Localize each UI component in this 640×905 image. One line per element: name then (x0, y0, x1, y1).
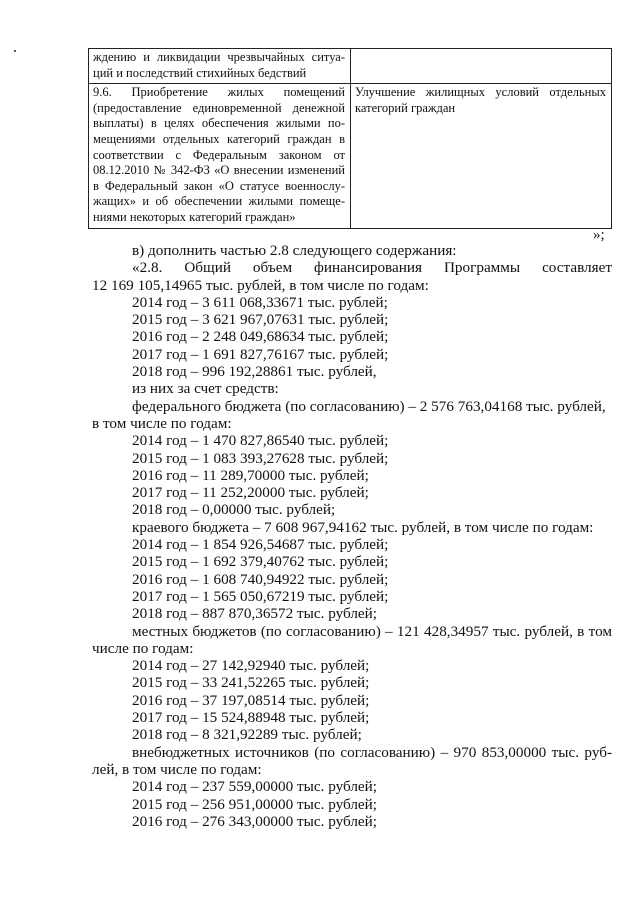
cell-line: мещениями отдельных категорий граждан в (93, 131, 345, 146)
year-line: 2014 год – 1 470 827,86540 тыс. рублей; (132, 432, 389, 450)
year-line: 2018 год – 8 321,92289 тыс. рублей; (132, 726, 362, 744)
intro-line: в) дополнить частью 2.8 следующего содержания: (132, 242, 457, 259)
local-line: числе по годам: (92, 639, 194, 657)
cell-line: соответствии с Федеральным законом от (93, 147, 345, 162)
cell-line: ниями некоторых категорий граждан» (93, 209, 296, 224)
local-line: местных бюджетов (по согласованию) – 121 428,34957 тыс. рублей, в том (132, 622, 612, 640)
year-line: 2015 год – 33 241,52265 тыс. рублей; (132, 674, 370, 692)
paragraph-2-8-line: 12 169 105,14965 тыс. рублей, в том числе по годам: (92, 276, 429, 294)
year-line: 2016 год – 2 248 049,68634 тыс. рублей; (132, 328, 389, 346)
amendment-text (92, 242, 612, 830)
table-cell-result (351, 49, 612, 84)
table-cell-result (351, 84, 612, 228)
federal-line: в том числе по годам: (92, 414, 232, 432)
measures-table (88, 48, 612, 229)
cell-line: ций и последствий стихийных бедствий (93, 65, 307, 80)
cell-line: 08.12.2010 № 342-ФЗ «О внесении изменений (93, 163, 345, 178)
year-line: 2015 год – 1 692 379,40762 тыс. рублей; (132, 553, 389, 571)
table-row (89, 84, 612, 228)
year-line: 2016 год – 276 343,00000 тыс. рублей; (132, 812, 377, 830)
table-row (89, 49, 612, 84)
cell-line: выплаты) в целях обеспечения жилыми по- (93, 116, 345, 131)
year-line: 2015 год – 1 083 393,27628 тыс. рублей; (132, 449, 389, 467)
year-line: 2014 год – 27 142,92940 тыс. рублей; (132, 657, 370, 675)
cell-line: (предоставление единовременной денежной (93, 100, 345, 115)
year-line: 2017 год – 1 565 050,67219 тыс. рублей; (132, 587, 389, 605)
cell-line: 9.6. Приобретение жилых помещений (93, 85, 345, 100)
federal-line: федерального бюджета (по согласованию) – 2 576 763,04168 тыс. рублей, (132, 397, 606, 415)
year-line: 2014 год – 3 611 068,33671 тыс. рублей; (132, 293, 388, 311)
cell-line: в Федеральный закон «О статусе военнослу- (93, 178, 345, 193)
year-line: 2014 год – 1 854 926,54687 тыс. рублей; (132, 536, 389, 554)
year-line: 2016 год – 11 289,70000 тыс. рублей; (132, 466, 369, 484)
closing-quote: »; (593, 227, 605, 243)
cell-line: категорий граждан (355, 100, 456, 115)
year-line: 2017 год – 1 691 827,76167 тыс. рублей; (132, 345, 389, 363)
table-cell-measure (89, 49, 351, 84)
year-line: 2018 год – 887 870,36572 тыс. рублей; (132, 605, 377, 623)
regional-line: краевого бюджета – 7 608 967,94162 тыс. рублей, в том числе по годам: (132, 518, 594, 536)
table-cell-measure (89, 84, 351, 228)
year-line: 2016 год – 1 608 740,94922 тыс. рублей; (132, 570, 389, 588)
year-line: 2015 год – 256 951,00000 тыс. рублей; (132, 795, 377, 813)
cell-line: Улучшение жилищных условий отдельных (355, 85, 606, 100)
year-line: 2016 год – 37 197,08514 тыс. рублей; (132, 691, 370, 709)
year-line: 2018 год – 996 192,28861 тыс. рублей, (132, 363, 377, 381)
year-line: 2014 год – 237 559,00000 тыс. рублей; (132, 778, 377, 796)
year-line: 2018 год – 0,00000 тыс. рублей; (132, 501, 336, 519)
year-line: 2017 год – 11 252,20000 тыс. рублей; (132, 484, 369, 502)
paragraph-2-8-line: «2.8. Общий объем финансирования Программы составляет (132, 259, 612, 277)
year-line: 2017 год – 15 524,88948 тыс. рублей; (132, 709, 370, 727)
sources-intro: из них за счет средств: (132, 380, 279, 398)
cell-line: жащих» и об обеспечении жилыми помеще- (93, 194, 345, 209)
extrabudget-line: внебюджетных источников (по согласованию) – 970 853,00000 тыс. руб- (132, 743, 612, 761)
extrabudget-line: лей, в том числе по годам: (92, 760, 262, 778)
cell-line: ждению и ликвидации чрезвычайных ситуа- (93, 50, 345, 64)
year-line: 2015 год – 3 621 967,07631 тыс. рублей; (132, 311, 389, 329)
scan-dot (14, 50, 16, 52)
